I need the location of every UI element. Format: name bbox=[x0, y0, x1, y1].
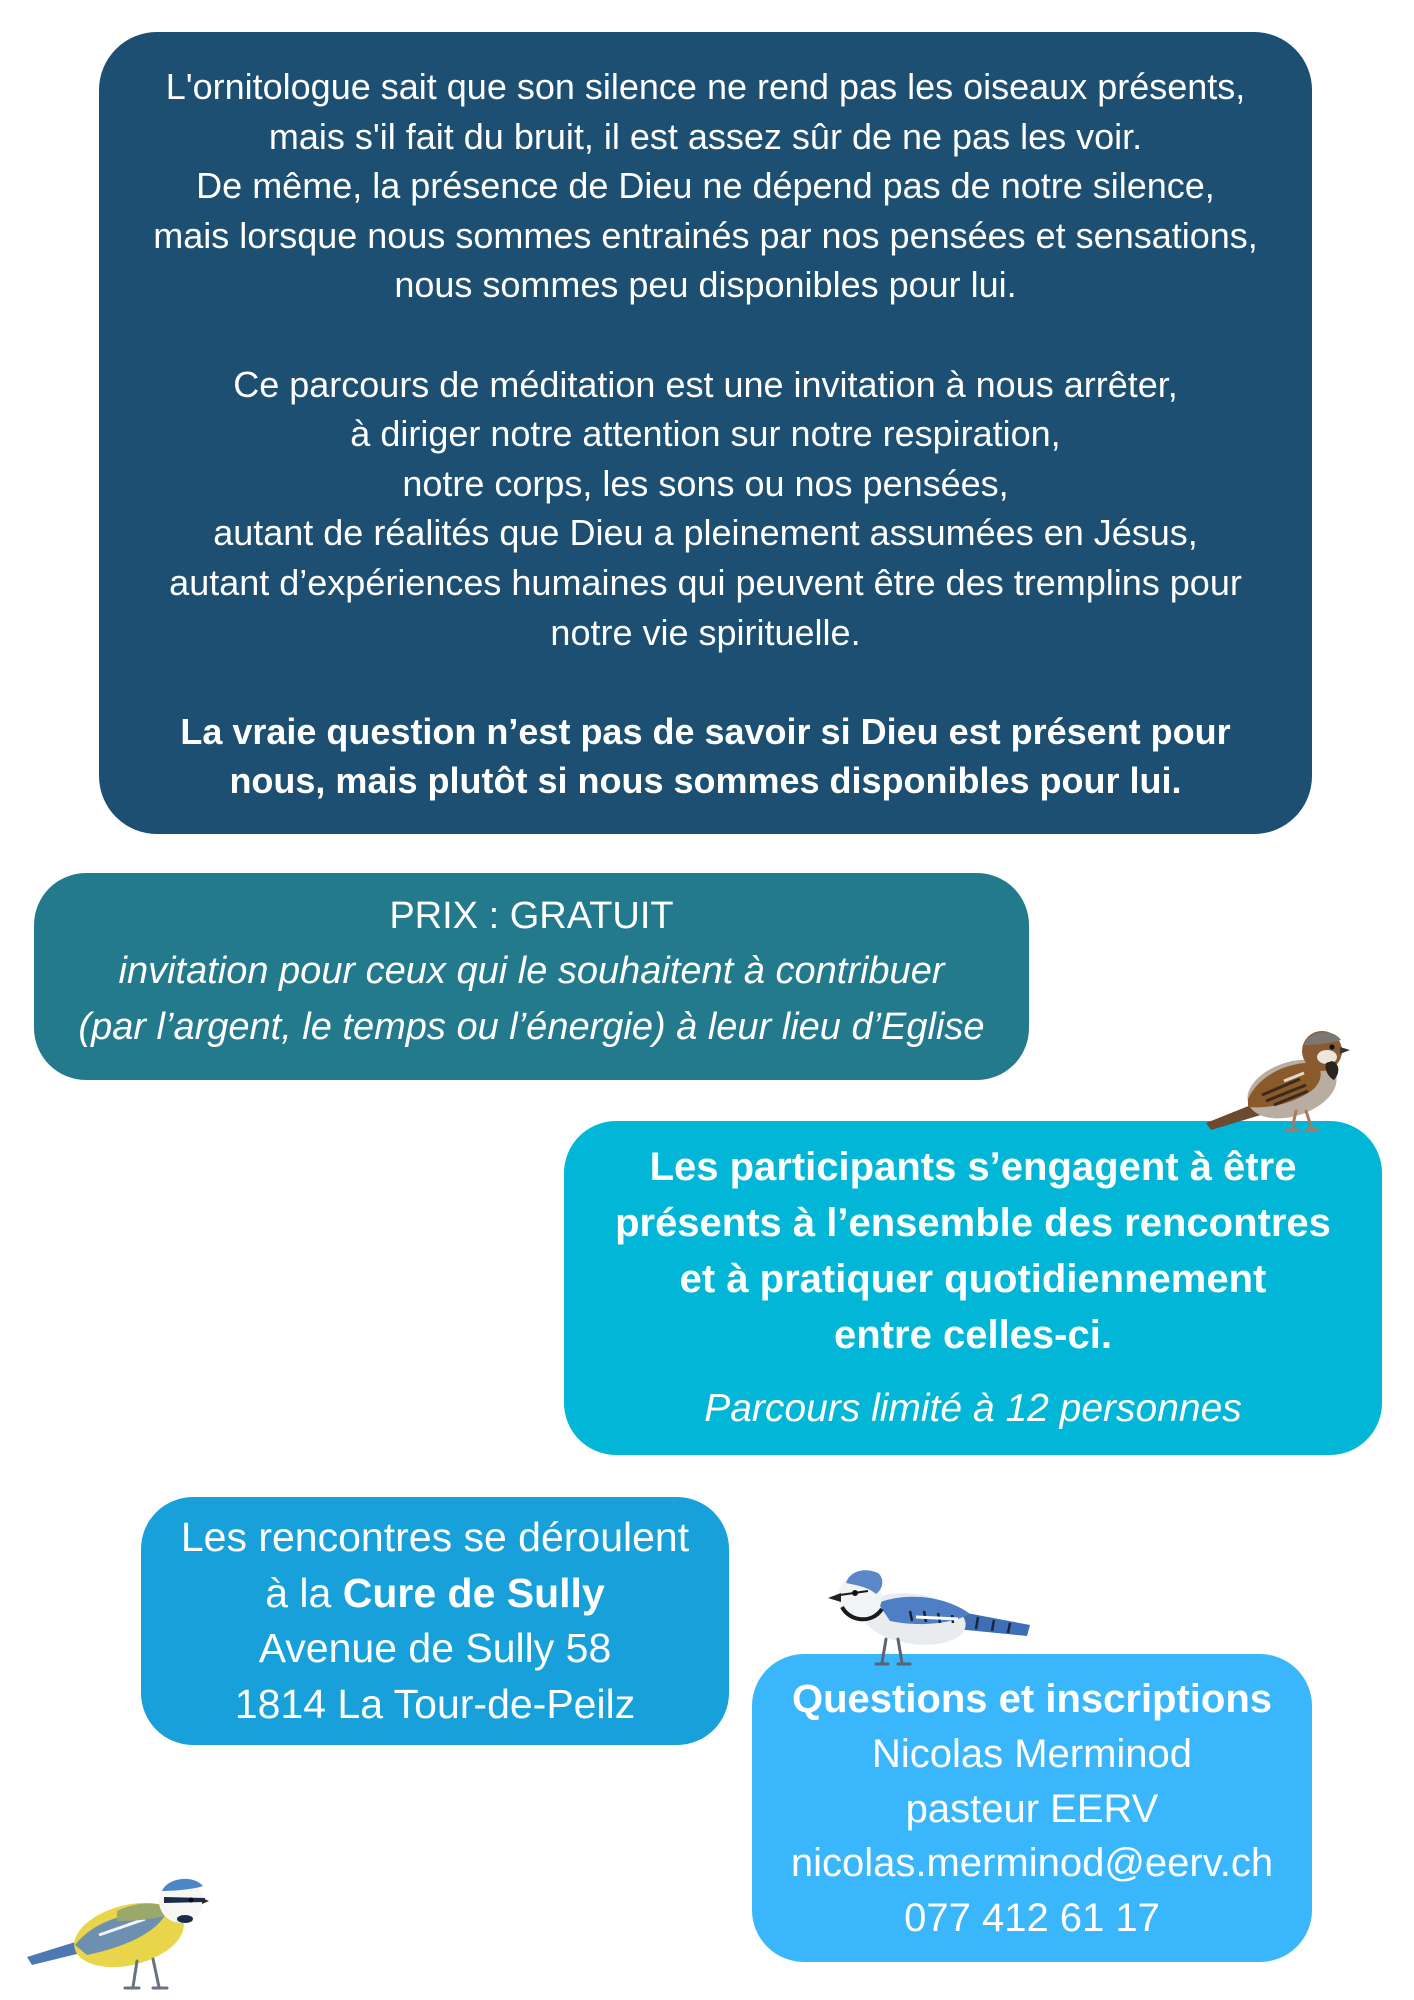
description-line: notre vie spirituelle. bbox=[550, 611, 861, 653]
commitment-line: entre celles-ci. bbox=[834, 1313, 1112, 1357]
intro-card bbox=[99, 32, 1312, 834]
commitment-line: et à pratiquer quotidiennement bbox=[679, 1257, 1267, 1301]
intro-line: De même, la présence de Dieu ne dépend pas de notre silence, bbox=[196, 165, 1215, 207]
location-intro: Les rencontres se déroulent bbox=[180, 1514, 690, 1560]
house-sparrow-icon bbox=[1204, 1019, 1350, 1134]
paragraph-spacer bbox=[99, 310, 1312, 360]
description-line: autant d’expériences humaines qui peuvent être des tremplins pour bbox=[169, 561, 1242, 603]
city-address: 1814 La Tour-de-Peilz bbox=[234, 1681, 636, 1728]
price-title: PRIX : GRATUIT bbox=[389, 895, 674, 937]
commitment-card bbox=[564, 1121, 1382, 1455]
price-card bbox=[34, 873, 1029, 1080]
jay-eye bbox=[852, 1590, 858, 1596]
description-line: Ce parcours de méditation est une invitation à nous arrêter, bbox=[233, 363, 1178, 405]
intro-line: mais lorsque nous sommes entrainés par nos pensées et sensations, bbox=[153, 214, 1258, 256]
jay-wing-spots bbox=[916, 1617, 958, 1619]
conclusion-line: nous, mais plutôt si nous sommes disponibles pour lui. bbox=[229, 760, 1182, 802]
intro-line: nous sommes peu disponibles pour lui. bbox=[394, 264, 1017, 306]
conclusion-line: La vraie question n’est pas de savoir si Dieu est présent pour bbox=[180, 710, 1231, 752]
description-line: autant de réalités que Dieu a pleinement assumées en Jésus, bbox=[213, 512, 1198, 554]
venue-line bbox=[141, 1566, 729, 1622]
contact-heading: Questions et inscriptions bbox=[791, 1677, 1273, 1721]
description-line: notre corps, les sons ou nos pensées, bbox=[402, 462, 1009, 504]
sparrow-eye bbox=[1329, 1044, 1334, 1049]
contact-card bbox=[752, 1654, 1312, 1962]
blue-jay-icon bbox=[828, 1567, 1032, 1669]
price-note-line: invitation pour ceux qui le souhaitent à contribuer bbox=[118, 950, 945, 993]
commitment-line: Les participants s’engagent à être bbox=[649, 1145, 1297, 1189]
tit-eye bbox=[189, 1898, 194, 1903]
tit-eye-stripe bbox=[164, 1897, 205, 1903]
intro-line: L'ornitologue sait que son silence ne rend pas les oiseaux présents, bbox=[165, 66, 1246, 107]
group-limit-note: Parcours limité à 12 personnes bbox=[704, 1387, 1242, 1430]
venue-prefix: à la bbox=[265, 1569, 343, 1616]
price-note-line: (par l’argent, le temps ou l’énergie) à leur lieu d’Eglise bbox=[78, 1005, 985, 1048]
tit-chin bbox=[177, 1915, 193, 1923]
intro-line: mais s'il fait du bruit, il est assez sûr de ne pas les voir. bbox=[268, 115, 1143, 157]
venue-name: Cure de Sully bbox=[342, 1569, 605, 1616]
tit-beak bbox=[202, 1898, 209, 1904]
description-line: à diriger notre attention sur notre respiration, bbox=[350, 413, 1061, 455]
sparrow-beak bbox=[1340, 1047, 1350, 1054]
commitment-line: présents à l’ensemble des rencontres bbox=[615, 1201, 1331, 1245]
contact-phone: 077 412 61 17 bbox=[904, 1896, 1160, 1941]
contact-email: nicolas.merminod@eerv.ch bbox=[790, 1841, 1274, 1886]
jay-beak bbox=[828, 1593, 841, 1602]
location-card bbox=[141, 1497, 729, 1745]
contact-role: pasteur EERV bbox=[905, 1786, 1159, 1831]
blue-tit-icon bbox=[25, 1873, 210, 1994]
contact-name: Nicolas Merminod bbox=[871, 1731, 1193, 1776]
paragraph-spacer bbox=[99, 657, 1312, 707]
street-address: Avenue de Sully 58 bbox=[258, 1625, 612, 1672]
